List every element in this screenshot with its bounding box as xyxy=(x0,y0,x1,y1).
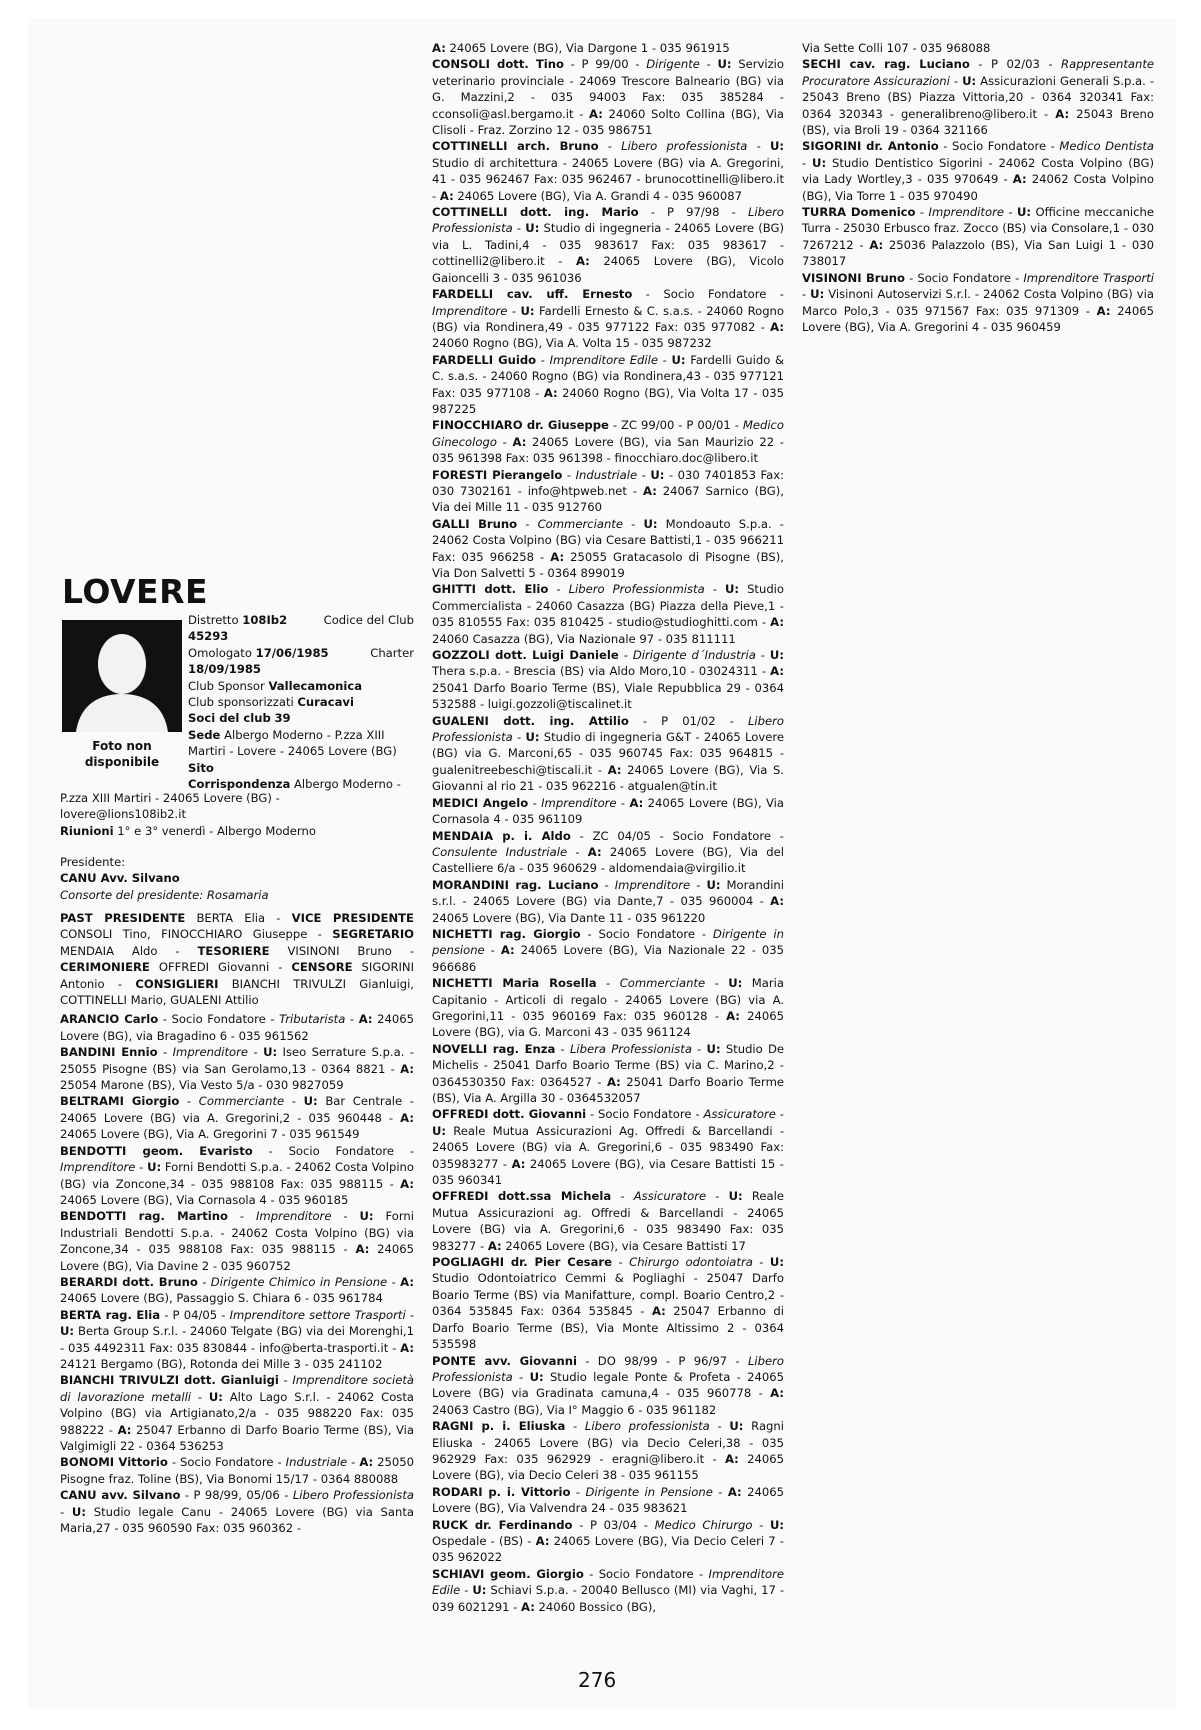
member-entry: GOZZOLI dott. Luigi Daniele - Dirigente d´Industria - U: Thera s.p.a. - Brescia (BS) via Aldo Moro,10 - 03024311 - A: 25041 Darfo Boario Terme (BS), Viale Repubblica 29 - 0364 532588 - luigi.gozzoli@tiscalinet.it xyxy=(432,648,784,712)
member-entry: BIANCHI TRIVULZI dott. Gianluigi - Imprenditore società di lavorazione metalli - U: Alto Lago S.r.l. - 24062 Costa Volpino (BG) via Artigianato,2/a - 035 988220 Fax: 035 988222 - A: 25047 Erbanno di Darfo Boario Terme (BS), Via Valgimigli 22 - 0364 536253 xyxy=(60,1373,414,1453)
member-entry: GUALENI dott. ing. Attilio - P 01/02 - Libero Professionista - U: Studio di ingegneria G&T - 24065 Lovere (BG) via G. Marconi,65 - 035 960745 Fax: 035 964815 - gualenitreebeschi@tiscali.it - A: 24065 Lovere (BG), Via S. Giovanni al rio 21 - 035 962216 - atgualen@tin.it xyxy=(432,713,784,794)
photo-caption-line: disponibile xyxy=(84,755,160,769)
member-entry: FINOCCHIARO dr. Giuseppe - ZC 99/00 - P 00/01 - Medico Ginecologo - A: 24065 Lovere (BG), via San Maurizio 22 - 035 961398 Fax: 035 961398 - finocchiaro.doc@libero.it xyxy=(432,418,784,466)
club-code: 45293 xyxy=(188,629,229,644)
member-entry: MORANDINI rag. Luciano - Imprenditore - U: Morandini s.r.l. - 24065 Lovere (BG) via Dante,7 - 035 960004 - A: 24065 Lovere (BG), Via Dante 11 - 035 961220 xyxy=(432,877,784,925)
member-entry: BENDOTTI geom. Evaristo - Socio Fondatore - Imprenditore - U: Forni Bendotti S.p.a. - 24062 Costa Volpino (BG) via Zoncone,34 - 035 988108 Fax: 035 988115 - A: 24065 Lovere (BG), Via Cornasola 4 - 035 960185 xyxy=(60,1143,414,1207)
district-value: 108Ib2 xyxy=(242,613,288,627)
members-column-right xyxy=(802,40,1154,370)
member-entry: MEDICI Angelo - Imprenditore - A: 24065 Lovere (BG), Via Cornasola 4 - 035 961109 xyxy=(432,795,784,827)
site-row: Sito xyxy=(188,760,214,775)
member-photo-placeholder xyxy=(62,620,182,732)
member-entry: CONSOLI dott. Tino - P 99/00 - Dirigente - U: Servizio veterinario provinciale - 24069 Trescore Balneario (BG) via G. Mazzini,2 - 035 94003 Fax: 035 385284 - cconsoli@asl.bergamo.it - A: 24060 Solto Collina (BG), Via Clisoli - Fraz. Zorzino 12 - 035 986751 xyxy=(432,57,784,138)
member-entry: BONOMI Vittorio - Socio Fondatore - Industriale - A: 25050 Pisogne fraz. Toline (BS), Via Bonomi 15/17 - 0364 880088 xyxy=(60,1455,414,1486)
member-entry: PONTE avv. Giovanni - DO 98/99 - P 96/97 - Libero Professionista - U: Studio legale Ponte & Profeta - 24065 Lovere (BG) via Gradinata camuna,4 - 035 960778 - A: 24063 Castro (BG), Via I° Maggio 6 - 035 961182 xyxy=(432,1353,784,1417)
page-number: 276 xyxy=(578,1668,617,1692)
member-entry: MENDAIA p. i. Aldo - ZC 04/05 - Socio Fondatore - Consulente Industriale - A: 24065 Lovere (BG), Via del Castelliere 6/a - 035 960629 - aldomendaia@virgilio.it xyxy=(432,828,784,876)
club-title: LOVERE xyxy=(62,572,209,611)
member-entry: GHITTI dott. Elio - Libero Professionmista - U: Studio Commercialista - 24060 Casazza (BG) Piazza della Pieve,1 - 035 810555 Fax: 035 810425 - studio@studioghitti.com - A: 24060 Casazza (BG), Via Nazionale 97 - 035 811111 xyxy=(432,582,784,646)
members-column-left xyxy=(60,910,414,1716)
president-label: Presidente: xyxy=(60,855,126,869)
member-entry: OFFREDI dott.ssa Michela - Assicuratore - U: Reale Mutua Assicurazioni ag. Offredi & Barcellandi - 24065 Lovere (BG) via A. Gregorini,6 - 035 983490 Fax: 035 983277 - A: 24065 Lovere (BG), via Cesare Battisti 17 xyxy=(432,1189,784,1253)
charter-label: Charter xyxy=(370,645,414,660)
member-entry: FORESTI Pierangelo - Industriale - U: - 030 7401853 Fax: 030 7302161 - info@htpweb.net - A: 24067 Sarnico (BG), Via dei Mille 11 - 035 912760 xyxy=(432,467,784,515)
approved-value: 17/06/1985 xyxy=(255,645,329,660)
member-entry: Via Sette Colli 107 - 035 968088 xyxy=(802,41,991,55)
member-entry: A: 24065 Lovere (BG), Via Dargone 1 - 035 961915 xyxy=(432,41,730,55)
charter-value: 18/09/1985 xyxy=(188,662,262,677)
member-entry: NOVELLI rag. Enza - Libera Professionista - U: Studio De Michelis - 25041 Darfo Boario Terme (BS) via C. Marino,2 - 0364530350 Fax: 0364527 - A: 25041 Darfo Boario Terme (BS), Via A. Argilla 30 - 0364532057 xyxy=(432,1041,784,1105)
member-entry: NICHETTI Maria Rosella - Commerciante - U: Maria Capitanio - Articoli di regalo - 24065 Lovere (BG) via A. Gregorini,11 - 035 960169 Fax: 035 960128 - A: 24065 Lovere (BG), via G. Marconi 43 - 035 961124 xyxy=(432,976,784,1040)
seat-row: Sede Albergo Moderno - P.zza XIII Martiri - Lovere - 24065 Lovere (BG) xyxy=(188,727,397,759)
member-entry: COTTINELLI dott. ing. Mario - P 97/98 - Libero Professionista - U: Studio di ingegneria - 24065 Lovere (BG) via L. Tadini,4 - 035 983617 Fax: 035 983617 - cottinelli2@libero.it - A: 24065 Lovere (BG), Vicolo Gaioncelli 3 - 035 961036 xyxy=(432,205,784,285)
member-entry: FARDELLI Guido - Imprenditore Edile - U: Fardelli Guido & C. s.a.s. - 24060 Rogno (BG) via Rondinera,43 - 035 977121 Fax: 035 977108 - A: 24060 Rogno (BG), Via Volta 17 - 035 987225 xyxy=(432,352,784,416)
member-entry: CANU avv. Silvano - P 98/99, 05/06 - Libero Professionista - U: Studio legale Canu - 24065 Lovere (BG) via Santa Maria,27 - 035 960590 Fax: 035 960362 - xyxy=(60,1488,414,1536)
member-entry: NICHETTI rag. Giorgio - Socio Fondatore - Dirigente in pensione - A: 24065 Lovere (BG), Via Nazionale 22 - 035 966686 xyxy=(432,926,784,974)
member-entry: TURRA Domenico - Imprenditore - U: Officine meccaniche Turra - 25030 Erbusco fraz. Zocco (BS) via Consolare,1 - 030 7267212 - A: 25036 Palazzolo (BS), Via San Luigi 1 - 030 738017 xyxy=(802,205,1154,269)
district-row xyxy=(188,612,414,628)
member-entry: POGLIAGHI dr. Pier Cesare - Chirurgo odontoiatra - U: Studio Odontoiatrico Cemmi & Pogliaghi - 25047 Darfo Boario Terme (BS) via Manifatture, compl. Boario Centro,2 - 0364 535845 Fax: 0364 535845 - A: 25047 Erbanno di Darfo Boario Terme (BS), Via Monte Altissimo 2 - 0364 535598 xyxy=(432,1255,784,1352)
member-entry: BERTA rag. Elia - P 04/05 - Imprenditore settore Trasporti - U: Berta Group S.r.l. - 24060 Telgate (BG) via dei Morenghi,1 - 035 4492311 Fax: 035 830844 - info@berta-trasporti.it - A: 24121 Bergamo (BG), Rotonda dei Mille 3 - 035 241102 xyxy=(60,1307,414,1371)
club-contacts xyxy=(60,790,414,839)
president-spouse: Consorte del presidente: Rosamaria xyxy=(60,887,269,902)
club-email: lovere@lions108ib2.it xyxy=(60,807,187,822)
member-entry: BANDINI Ennio - Imprenditore - U: Iseo Serrature S.p.a. - 25055 Pisogne (BS) via San Gerolamo,13 - 0364 8821 - A: 25054 Marone (BS), Via Vesto 5/a - 030 9827059 xyxy=(60,1045,414,1093)
member-entry: ARANCIO Carlo - Socio Fondatore - Tributarista - A: 24065 Lovere (BG), via Bragadino 6 - 035 961562 xyxy=(60,1012,414,1043)
code-label: Codice del Club xyxy=(323,613,414,627)
member-entry: RUCK dr. Ferdinando - P 03/04 - Medico Chirurgo - U: Ospedale - (BS) - A: 24065 Lovere (BG), Via Decio Celeri 7 - 035 962022 xyxy=(432,1517,784,1565)
member-entry: SECHI cav. rag. Luciano - P 02/03 - Rappresentante Procuratore Assicurazioni - U: Assicurazioni Generali S.p.a. - 25043 Breno (BS) Piazza Vittoria,20 - 0364 320341 Fax: 0364 320343 - generalibreno@libero.it - A: 25043 Breno (BS), via Broli 19 - 0364 321166 xyxy=(802,57,1154,138)
member-entry: SIGORINI dr. Antonio - Socio Fondatore - Medico Dentista - U: Studio Dentistico Sigorini - 24062 Costa Volpino (BG) via Lady Wortley,3 - 035 970649 - A: 24062 Costa Volpino (BG), Via Torre 1 - 035 970490 xyxy=(802,139,1154,203)
member-entry: OFFREDI dott. Giovanni - Socio Fondatore - Assicuratore - U: Reale Mutua Assicurazioni Ag. Offredi & Barcellandi - 24065 Lovere (BG) via A. Gregorini,6 - 035 983490 Fax: 035983277 - A: 24065 Lovere (BG), via Cesare Battisti 15 - 035 960341 xyxy=(432,1107,784,1188)
photo-caption-line: Foto non xyxy=(92,739,152,753)
member-entry: RODARI p. i. Vittorio - Dirigente in Pensione - A: 24065 Lovere (BG), Via Valvendra 24 - 035 983621 xyxy=(432,1484,784,1516)
sponsor-row: Club Sponsor Vallecamonica xyxy=(188,678,363,693)
correspondence-address: P.zza XIII Martiri - 24065 Lovere (BG) - xyxy=(60,791,280,805)
members-row: Soci del club 39 xyxy=(188,711,291,726)
member-entry: RAGNI p. i. Eliuska - Libero professionista - U: Ragni Eliuska - 24065 Lovere (BG) via Decio Celeri,38 - 035 962929 Fax: 035 962929 - eragni@libero.it - A: 24065 Lovere (BG), via Decio Celeri 38 - 035 961155 xyxy=(432,1419,784,1483)
club-info xyxy=(188,612,414,792)
member-entry: SCHIAVI geom. Giorgio - Socio Fondatore - Imprenditore Edile - U: Schiavi S.p.a. - 20040 Bellusco (MI) via Vaghi, 17 - 039 6021291 - A: 24060 Bossico (BG), xyxy=(432,1566,784,1614)
president-block xyxy=(60,854,414,903)
member-entry: PAST PRESIDENTE BERTA Elia - VICE PRESIDENTE CONSOLI Tino, FINOCCHIARO Giuseppe - SEGRETARIO MENDAIA Aldo - TESORIERE VISINONI Bruno - CERIMONIERE OFFREDI Giovanni - CENSORE SIGORINI Antonio - CONSIGLIERI BIANCHI TRIVULZI Gianluigi, COTTINELLI Mario, GUALENI Attilio xyxy=(60,911,414,1008)
members-column-middle xyxy=(432,40,784,1710)
approved-row xyxy=(188,645,414,661)
district-label: Distretto xyxy=(188,613,239,627)
member-entry: FARDELLI cav. uff. Ernesto - Socio Fondatore - Imprenditore - U: Fardelli Ernesto & C. s.a.s. - 24060 Rogno (BG) via Rondinera,49 - 035 977122 Fax: 035 977082 - A: 24060 Rogno (BG), Via A. Volta 15 - 035 987232 xyxy=(432,287,784,351)
sponsored-row: Club sponsorizzati Curacavi xyxy=(188,695,354,710)
meetings-row: Riunioni 1° e 3° venerdì - Albergo Moderno xyxy=(60,823,316,838)
member-entry: GALLI Bruno - Commerciante - U: Mondoauto S.p.a. - 24062 Costa Volpino (BG) via Cesare Battisti,1 - 035 966211 Fax: 035 966258 - A: 25055 Gratacasolo di Pisogne (BS), Via Don Salvetti 5 - 0364 899019 xyxy=(432,516,784,580)
approved-label: Omologato xyxy=(188,645,252,660)
president-name: CANU Avv. Silvano xyxy=(60,871,180,886)
member-entry: BELTRAMI Giorgio - Commerciante - U: Bar Centrale - 24065 Lovere (BG) via A. Gregorini,2 - 035 960448 - A: 24065 Lovere (BG), Via A. Gregorini 7 - 035 961549 xyxy=(60,1094,414,1142)
silhouette-icon xyxy=(62,620,182,732)
member-entry: BERARDI dott. Bruno - Dirigente Chimico in Pensione - A: 24065 Lovere (BG), Passaggio S. Chiara 6 - 035 961784 xyxy=(60,1274,414,1306)
member-entry: BENDOTTI rag. Martino - Imprenditore - U: Forni Industriali Bendotti S.p.a. - 24062 Costa Volpino (BG) via Zoncone,34 - 035 988108 Fax: 035 988115 - A: 24065 Lovere (BG), Via Davine 2 - 035 960752 xyxy=(60,1209,414,1273)
member-entry: COTTINELLI arch. Bruno - Libero professionista - U: Studio di architettura - 24065 Lovere (BG) via A. Gregorini, 41 - 035 962467 Fax: 035 962467 - brunocottinelli@libero.it - A: 24065 Lovere (BG), Via A. Grandi 4 - 035 960087 xyxy=(432,139,784,203)
photo-caption xyxy=(62,738,182,770)
correspondence-row: Corrispondenza Albergo Moderno - xyxy=(188,777,401,792)
member-entry: VISINONI Bruno - Socio Fondatore - Imprenditore Trasporti - U: Visinoni Autoservizi S.r.l. - 24062 Costa Volpino (BG) via Marco Polo,3 - 035 971567 Fax: 035 971309 - A: 24065 Lovere (BG), Via A. Gregorini 4 - 035 960459 xyxy=(802,270,1154,334)
